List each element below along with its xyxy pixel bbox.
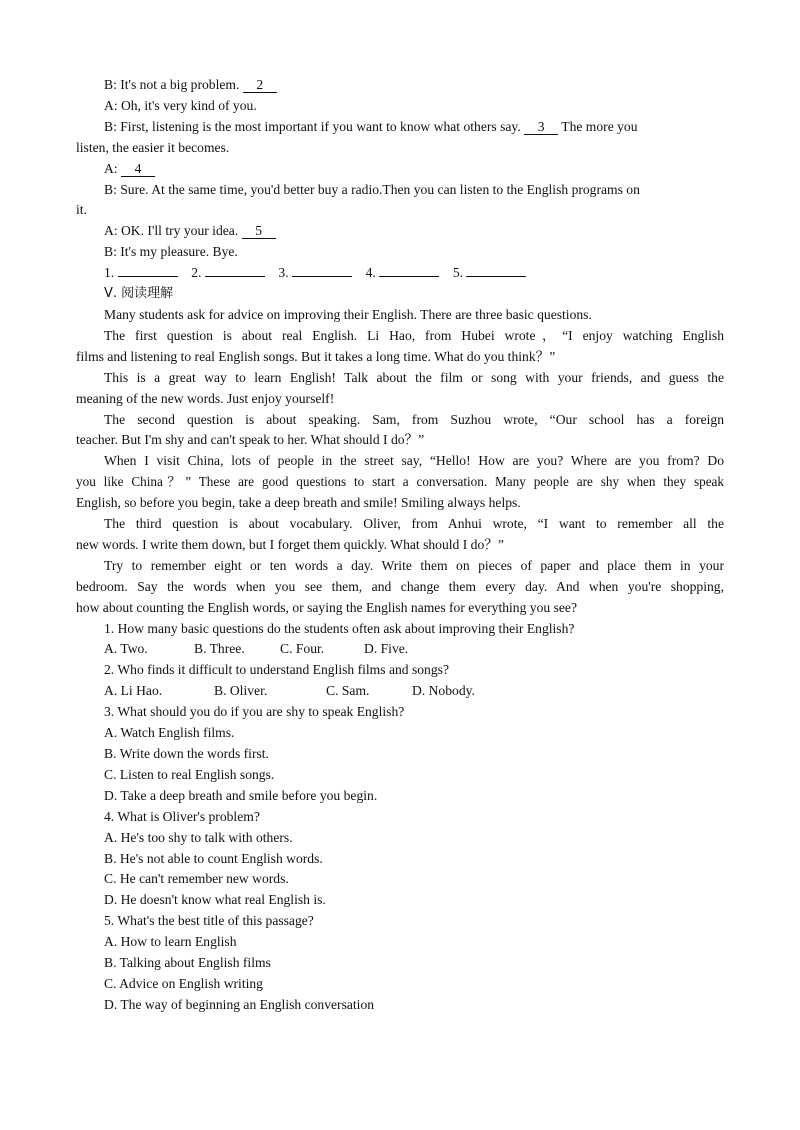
- answer-blank-3[interactable]: [292, 276, 352, 277]
- option-b[interactable]: B. Write down the words first.: [104, 746, 269, 761]
- dialogue-line-5: A: 4: [76, 159, 724, 180]
- blank-2[interactable]: 2: [243, 78, 277, 93]
- option-c[interactable]: C. He can't remember new words.: [104, 871, 289, 887]
- option-b[interactable]: B. Three.: [194, 641, 245, 657]
- passage-line-4: This is a great way to learn English! Talk about the film or song with your friends, and guess the: [104, 369, 724, 385]
- question-5: 5. What's the best title of this passage?: [104, 913, 314, 929]
- passage-line-15: how about counting the English words, or saying the English names for everything you see?: [76, 599, 577, 615]
- dialogue-line-8: A: OK. I'll try your idea. 5: [76, 221, 724, 242]
- option-b[interactable]: B. Talking about English films: [104, 955, 271, 971]
- passage-line-9: you like China？” These are good questions to start a conversation. Many people are shy when they speak: [76, 474, 724, 490]
- option-d[interactable]: D. Five.: [364, 641, 409, 657]
- option-a[interactable]: A. Watch English films.: [104, 725, 235, 741]
- passage-line-5: meaning of the new words. Just enjoy yourself!: [76, 390, 335, 406]
- option-b[interactable]: B. Oliver.: [214, 683, 268, 699]
- answer-line: 1. 2. 3. 4. 5.: [76, 263, 724, 284]
- blank-4[interactable]: 4: [121, 162, 155, 177]
- passage-line-13: Try to remember eight or ten words a day. Write them on pieces of paper and place them in your: [104, 557, 724, 573]
- question-1-options: [76, 639, 724, 660]
- dialogue-line-7: it.: [76, 202, 87, 218]
- section-title: Ⅴ. 阅读理解: [104, 286, 174, 302]
- dialogue-line-1: B: It's not a big problem. 2: [76, 75, 724, 96]
- option-c[interactable]: C. Advice on English writing: [104, 975, 263, 991]
- passage-line-1: Many students ask for advice on improving their English. There are three basic questions.: [104, 306, 592, 322]
- answer-blank-5[interactable]: [466, 276, 526, 277]
- option-a[interactable]: A. Two.: [104, 641, 148, 657]
- question-2: 2. Who finds it difficult to understand English films and songs?: [104, 662, 449, 678]
- option-a[interactable]: A. He's too shy to talk with others.: [104, 829, 293, 845]
- question-2-options: [76, 681, 724, 702]
- dialogue-line-3: B: First, listening is the most important if you want to know what others say. 3 The more you: [104, 118, 638, 134]
- option-a[interactable]: A. Li Hao.: [104, 683, 163, 699]
- passage-line-14: bedroom. Say the words when you see them, and change them every day. And when you're shopping,: [76, 578, 724, 594]
- passage-line-12: new words. I write them down, but I forget them quickly. What should I do？”: [76, 536, 504, 552]
- answer-blank-1[interactable]: [118, 276, 178, 277]
- option-b[interactable]: B. He's not able to count English words.: [104, 850, 323, 866]
- passage-line-8: When I visit China, lots of people in the street say, “Hello! How are you? Where are you from? Do: [104, 453, 724, 469]
- passage-line-6: The second question is about speaking. Sam, from Suzhou wrote, “Our school has a foreign: [104, 411, 724, 427]
- passage-line-7: teacher. But I'm shy and can't speak to her. What should I do？”: [76, 432, 425, 448]
- passage-line-2: The first question is about real English. Li Hao, from Hubei wrote，“I enjoy watching English: [104, 327, 724, 343]
- option-d[interactable]: D. Take a deep breath and smile before you begin.: [104, 787, 378, 803]
- option-d[interactable]: D. The way of beginning an English conversation: [104, 996, 375, 1012]
- dialogue-line-9: B: It's my pleasure. Bye.: [104, 244, 238, 260]
- option-c[interactable]: C. Four.: [280, 641, 325, 657]
- option-a[interactable]: A. How to learn English: [104, 934, 237, 950]
- question-1: 1. How many basic questions do the students often ask about improving their English?: [104, 620, 575, 636]
- dialogue-line-2: A: Oh, it's very kind of you.: [104, 97, 257, 113]
- dialogue-line-6: B: Sure. At the same time, you'd better buy a radio.Then you can listen to the English programs on: [104, 181, 640, 197]
- question-3: 3. What should you do if you are shy to speak English?: [104, 704, 405, 720]
- passage-line-10: English, so before you begin, take a deep breath and smile! Smiling always helps.: [76, 495, 521, 511]
- option-d[interactable]: D. He doesn't know what real English is.: [104, 892, 326, 908]
- document-page: [76, 75, 724, 1016]
- passage-line-11: The third question is about vocabulary. Oliver, from Anhui wrote, “I want to remember all the: [104, 516, 724, 532]
- answer-blank-2[interactable]: [205, 276, 265, 277]
- option-c[interactable]: C. Listen to real English songs.: [104, 766, 275, 782]
- blank-3[interactable]: 3: [524, 120, 558, 135]
- option-c[interactable]: C. Sam.: [326, 683, 370, 699]
- blank-5[interactable]: 5: [242, 224, 276, 239]
- answer-blank-4[interactable]: [379, 276, 439, 277]
- option-d[interactable]: D. Nobody.: [412, 683, 475, 699]
- dialogue-line-4: listen, the easier it becomes.: [76, 139, 230, 155]
- passage-line-3: films and listening to real English songs. But it takes a long time. What do you think？”: [76, 348, 556, 364]
- question-4: 4. What is Oliver's problem?: [104, 808, 260, 824]
